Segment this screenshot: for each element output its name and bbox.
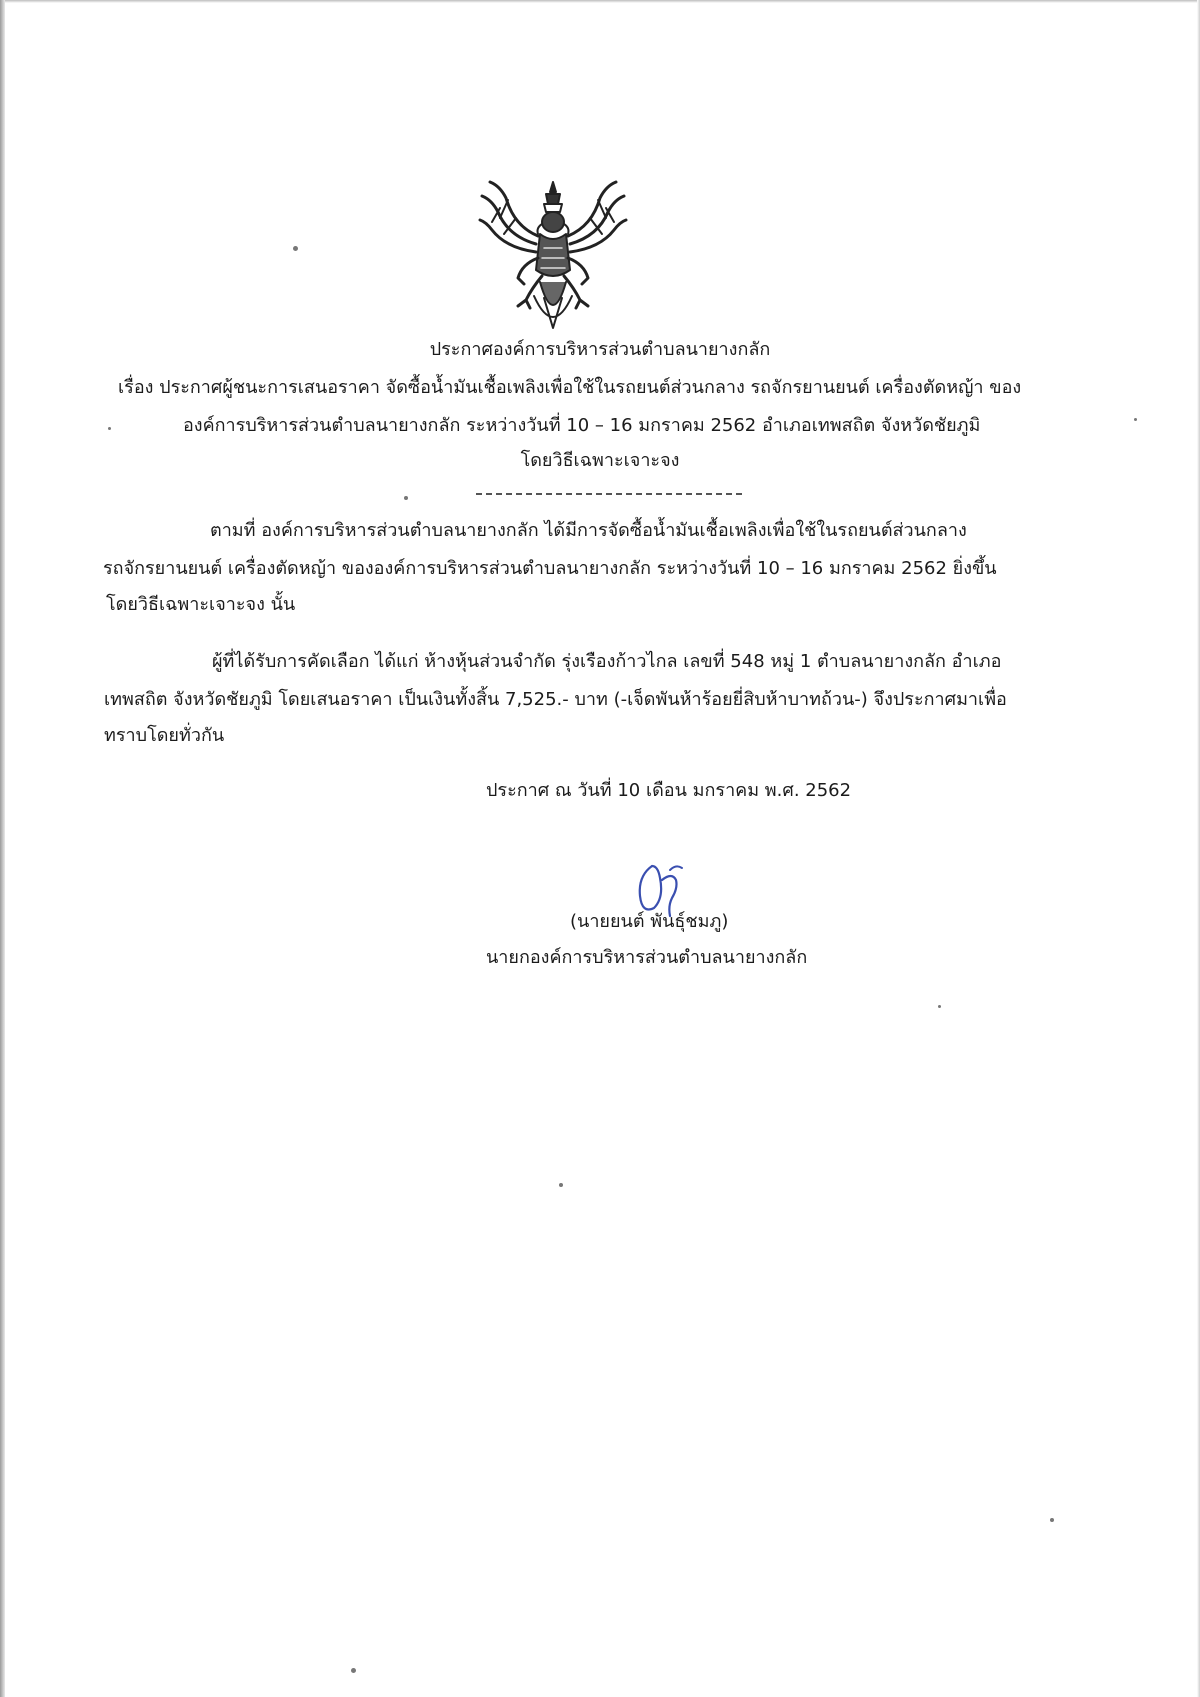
signatory-name: (นายยนต์ พันธุ์ชมภู): [570, 911, 729, 932]
paragraph-2-line-2: เทพสถิต จังหวัดชัยภูมิ โดยเสนอราคา เป็นเงินทั้งสิ้น 7,525.- บาท (-เจ็ดพันห้าร้อยยี่สิบห้าบาทถ้วน-) จึงประกาศมาเพื่อ: [104, 689, 1007, 710]
scan-edge-left: [0, 0, 5, 1697]
subject-line-3: โดยวิธีเฉพาะเจาะจง: [520, 450, 680, 471]
scan-speck: [108, 427, 111, 430]
signatory-position: นายกองค์การบริหารส่วนตำบลนายางกลัก: [486, 947, 808, 968]
scan-speck: [404, 496, 408, 500]
organization-title: ประกาศองค์การบริหารส่วนตำบลนายางกลัก: [429, 339, 771, 360]
subject-line-1: เรื่อง ประกาศผู้ชนะการเสนอราคา จัดซื้อน้ำมันเชื้อเพลิงเพื่อใช้ในรถยนต์ส่วนกลาง รถจักรยานยนต์ เครื่องตัดหญ้า ของ: [118, 377, 1022, 398]
scan-speck: [1050, 1518, 1054, 1522]
announcement-date: ประกาศ ณ วันที่ 10 เดือน มกราคม พ.ศ. 2562: [486, 780, 852, 801]
scan-speck: [938, 1005, 941, 1008]
scan-speck: [1134, 418, 1137, 421]
header-divider: [476, 493, 742, 495]
scan-speck: [351, 1668, 356, 1673]
scan-speck: [293, 246, 298, 251]
paragraph-2-line-3: ทราบโดยทั่วกัน: [104, 725, 225, 746]
garuda-emblem-icon: [478, 178, 628, 338]
paragraph-1-line-3: โดยวิธีเฉพาะเจาะจง นั้น: [106, 594, 296, 615]
subject-line-2: องค์การบริหารส่วนตำบลนายางกลัก ระหว่างวันที่ 10 – 16 มกราคม 2562 อำเภอเทพสถิต จังหวัดชัยภูมิ: [183, 415, 981, 436]
scan-edge-top: [0, 0, 1200, 3]
paragraph-1-line-1: ตามที่ องค์การบริหารส่วนตำบลนายางกลัก ได้มีการจัดซื้อน้ำมันเชื้อเพลิงเพื่อใช้ในรถยนต์ส่วนกลาง: [210, 520, 967, 541]
paragraph-2-line-1: ผู้ที่ได้รับการคัดเลือก ได้แก่ ห้างหุ้นส่วนจำกัด รุ่งเรืองก้าวไกล เลขที่ 548 หมู่ 1 ตำบลนายางกลัก อำเภอ: [212, 651, 1002, 672]
paragraph-1-line-2: รถจักรยานยนต์ เครื่องตัดหญ้า ขององค์การบริหารส่วนตำบลนายางกลัก ระหว่างวันที่ 10 – 16 มกราคม 2562 ยิ่งขึ้น: [103, 558, 997, 579]
scan-speck: [559, 1183, 563, 1187]
